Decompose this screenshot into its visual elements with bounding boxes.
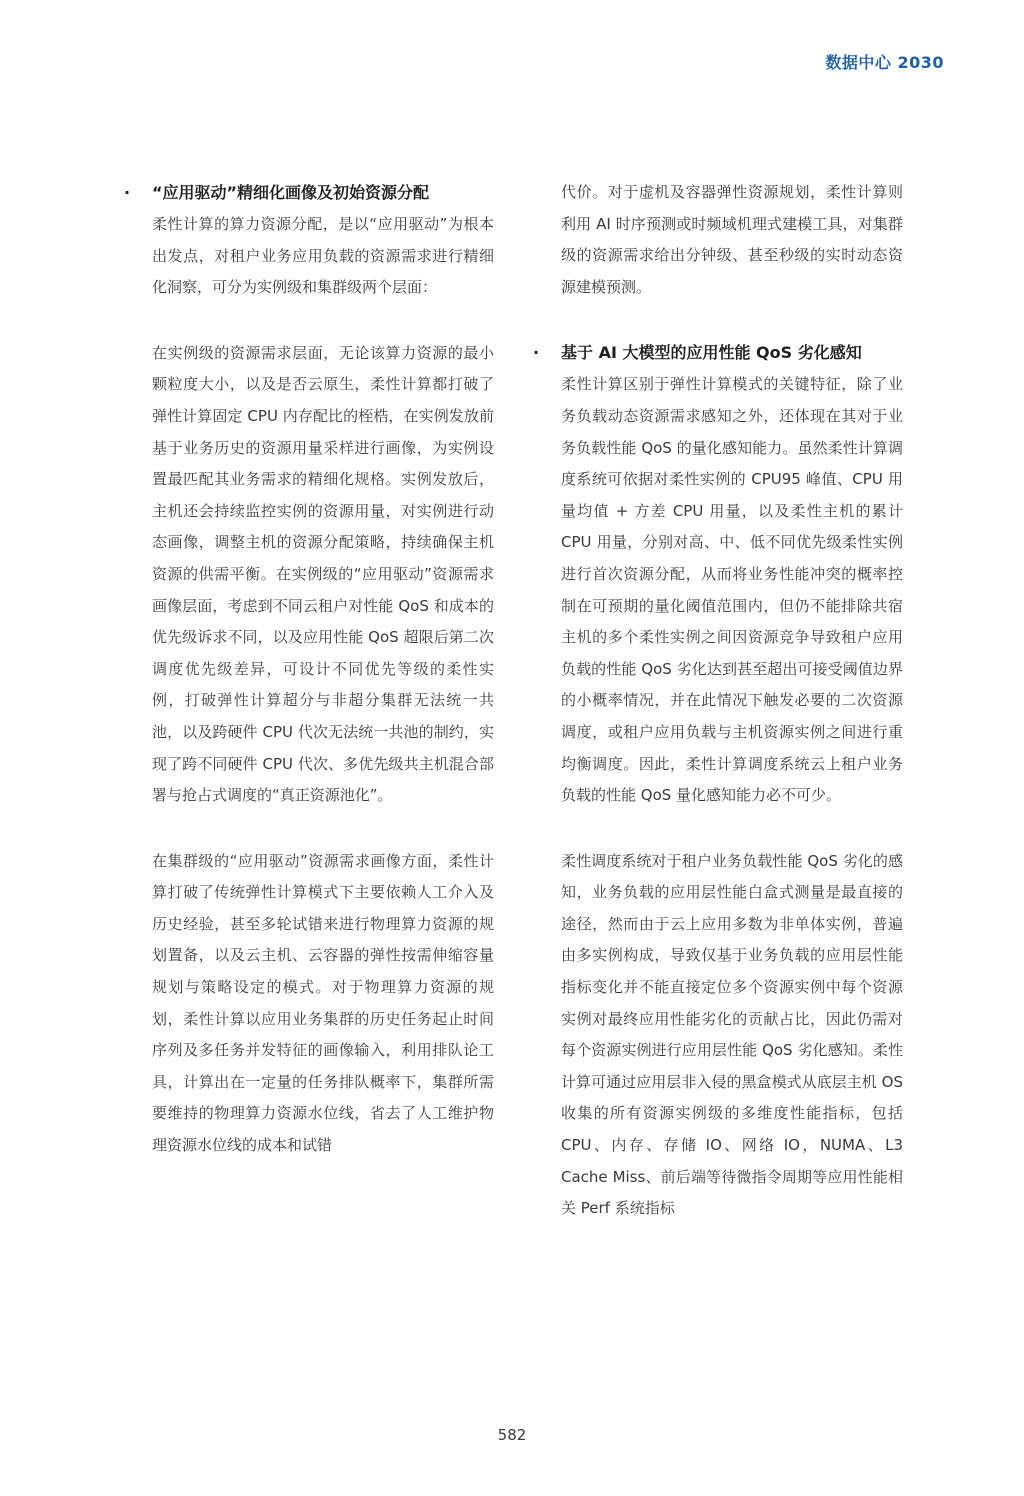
paragraph-qos-key-feature: 柔性计算区别于弹性计算模式的关键特征，除了业务负载动态资源需求感知之外，还体现在其对于业务负载性能 QoS 的量化感知能力。虽然柔性计算调度系统可依据对柔性实例的 CPU95 峰值、CPU 用量均值 + 方差 CPU 用量，以及柔性主机的累计 CPU 用量，分别对高、中、低不同优先级柔性实例进行首次资源分配，从而将业务性能冲突的概率控制在可预期的量化阈值范围内，但仍不能排除共宿主机的多个柔性实例之间因资源竞争导致租户应用负载的性能 QoS 劣化达到甚至超出可接受阈值边界的小概率情况，并在此情况下触发必要的二次资源调度，或租户应用负载与主机资源实例之间进行重均衡调度。因此，柔性计算调度系统云上租户业务负载的性能 QoS 量化感知能力必不可少。 bbox=[561, 375, 903, 805]
paragraph-cluster-level: 在集群级的“应用驱动”资源需求画像方面，柔性计算打破了传统弹性计算模式下主要依赖人工介入及历史经验，甚至多轮试错来进行物理算力资源的规划置备，以及云主机、云容器的弹性按需伸缩容量规划与策略设定的模式。对于物理算力资源的规划，柔性计算以应用业务集群的历史任务起止时间序列及多任务并发特征的画像输入，利用排队论工具，计算出在一定量的任务排队概率下，集群所需要维持的物理算力资源水位线，省去了人工维护物理资源水位线的成本和试错 bbox=[152, 851, 494, 1155]
paragraph-qos-degradation: 柔性调度系统对于租户业务负载性能 QoS 劣化的感知，业务负载的应用层性能白盒式测量是最直接的途径，然而由于云上应用多数为非单体实例，普遍由多实例构成，导致仅基于业务负载的应用层性能指标变化并不能直接定位多个资源实例中每个资源实例对最终应用性能劣化的贡献占比，因此仍需对每个资源实例进行应用层性能 QoS 劣化感知。柔性计算可通过应用层非入侵的黑盒模式从底层主机 OS 收集的所有资源实例级的多维度性能指标，包括 CPU、内存、存储 IO、网络 IO，NUMA、L3 Cache Miss、前后端等待微指令周期等应用性能相关 Perf 系统指标 bbox=[561, 851, 903, 1218]
right-column bbox=[533, 177, 903, 1225]
bullet-marker: · bbox=[124, 183, 131, 202]
paragraph-instance-level: 在实例级的资源需求层面，无论该算力资源的最小颗粒度大小，以及是否云原生，柔性计算都打破了弹性计算固定 CPU 内存配比的桎梏，在实例发放前基于业务历史的资源用量采样进行画像，为实例设置最匹配其业务需求的精细化规格。实例发放后，主机还会持续监控实例的资源用量，对实例进行动态画像，调整主机的资源分配策略，持续确保主机资源的供需平衡。在实例级的“应用驱动”资源需求画像层面，考虑到不同云租户对性能 QoS 和成本的优先级诉求不同，以及应用性能 QoS 超限后第二次调度优先级差异，可设计不同优先等级的柔性实例，打破弹性计算超分与非超分集群无法统一共池，以及跨硬件 CPU 代次无法统一共池的制约，实现了跨不同硬件 CPU 代次、多优先级共主机混合部署与抢占式调度的“真正资源池化”。 bbox=[152, 343, 494, 805]
left-column bbox=[124, 177, 494, 1162]
section-heading-text: “应用驱动”精细化画像及初始资源分配 bbox=[152, 183, 430, 202]
paragraph-continued: 代价。对于虚机及容器弹性资源规划，柔性计算则利用 AI 时序预测或时频域机理式建模工具，对集群级的资源需求给出分钟级、甚至秒级的实时动态资源建模预测。 bbox=[561, 183, 903, 296]
page-number: 582 bbox=[497, 1426, 527, 1444]
bullet-marker: · bbox=[533, 343, 540, 363]
section-heading-app-driven bbox=[124, 177, 494, 209]
header-title: 数据中心 2030 bbox=[825, 53, 944, 72]
paragraph-intro: 柔性计算的算力资源分配，是以“应用驱动”为根本出发点，对租户业务应用负载的资源需求进行精细化洞察，可分为实例级和集群级两个层面： bbox=[152, 215, 494, 297]
section-heading-qos-perception bbox=[533, 337, 903, 369]
section-heading-text: 基于 AI 大模型的应用性能 QoS 劣化感知 bbox=[561, 343, 862, 363]
